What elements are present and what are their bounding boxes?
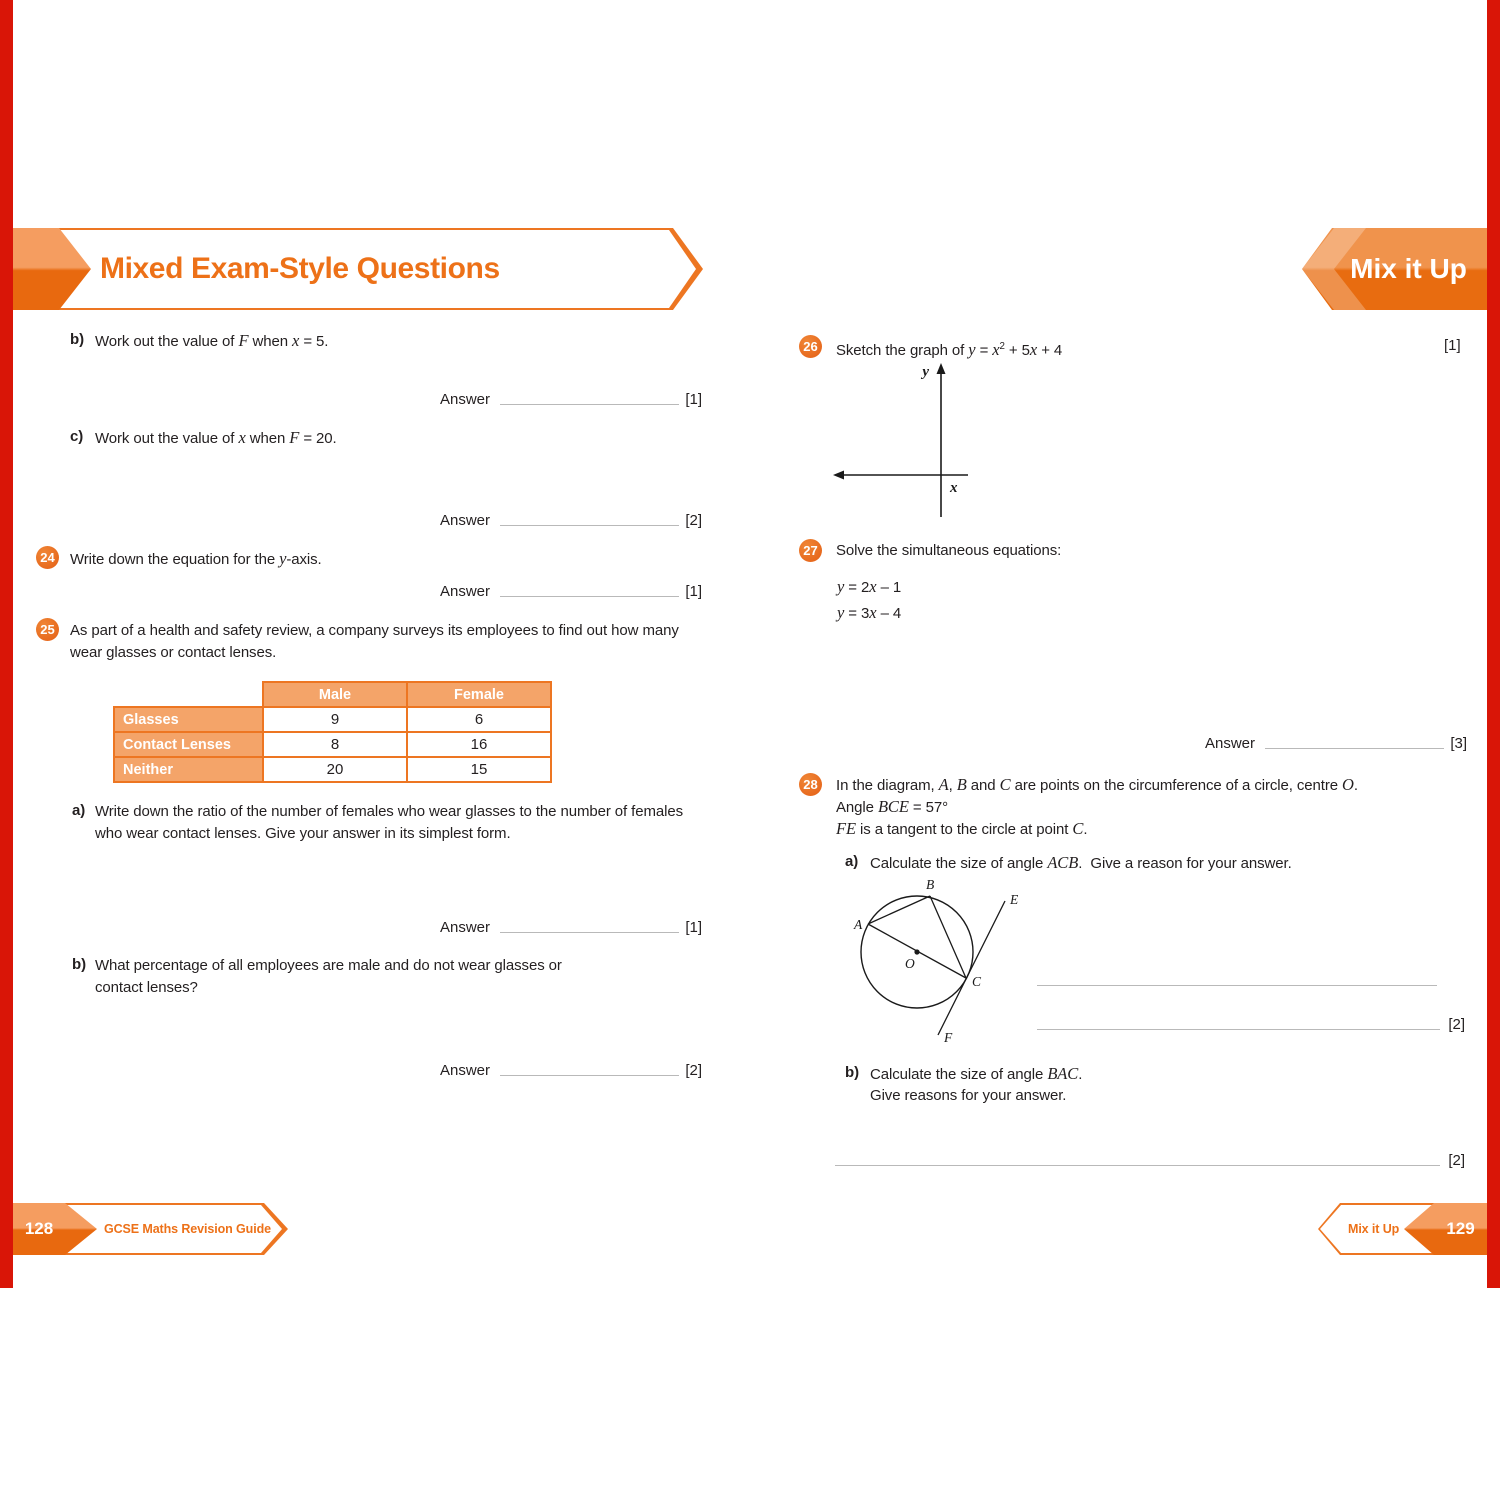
page-number-right: 129 xyxy=(1446,1219,1475,1238)
point-label-E: E xyxy=(1010,892,1019,907)
y-axis-label: y xyxy=(922,364,929,380)
question-number-badge: 26 xyxy=(799,335,822,358)
answer-row xyxy=(440,1057,702,1079)
table-row-header: Glasses xyxy=(114,707,263,732)
question-text: contact lenses? xyxy=(95,979,198,996)
answer-line xyxy=(1037,967,1437,986)
table-col-header: Female xyxy=(407,682,551,707)
table-row xyxy=(114,757,551,782)
red-page-edge-left xyxy=(0,0,13,1288)
page-number-left: 128 xyxy=(24,1219,54,1238)
answer-label: Answer xyxy=(440,919,491,936)
mark: [1] xyxy=(685,391,702,408)
table-row-header: Contact Lenses xyxy=(114,732,263,757)
question-text: Calculate the size of angle ACB. Give a reason for your answer. xyxy=(870,853,1292,872)
circle-diagram xyxy=(840,878,1025,1046)
mark: [2] xyxy=(685,512,702,529)
question-number-badge: 24 xyxy=(36,546,59,569)
answer-line xyxy=(500,596,679,597)
question-text: In the diagram, A, B and C are points on the circumference of a circle, centre O. xyxy=(836,775,1358,794)
y-axis-arrow xyxy=(937,363,946,374)
mark: [1] xyxy=(685,583,702,600)
question-text: Solve the simultaneous equations: xyxy=(836,542,1062,559)
question-text: Work out the value of F when x = 5. xyxy=(95,331,329,350)
answer-line xyxy=(500,932,679,933)
point-label-B: B xyxy=(926,878,935,892)
axes-diagram xyxy=(830,360,975,520)
table-cell: 6 xyxy=(407,707,551,732)
answer-label: Answer xyxy=(440,512,491,529)
question-text: Angle BCE = 57° xyxy=(836,797,948,816)
sub-question-label: b) xyxy=(845,1064,859,1081)
question-text: wear glasses or contact lenses. xyxy=(70,644,277,661)
answer-line xyxy=(500,525,679,526)
table-cell: 16 xyxy=(407,732,551,757)
table-blank-cell xyxy=(114,682,263,707)
answer-row xyxy=(440,914,702,936)
mark: [2] xyxy=(1448,1016,1465,1033)
mark: [2] xyxy=(1448,1152,1465,1169)
point-label-A: A xyxy=(854,917,863,932)
sub-question-label: b) xyxy=(72,956,86,973)
table-cell: 20 xyxy=(263,757,407,782)
point-label-O: O xyxy=(905,956,915,971)
table-row-header: Neither xyxy=(114,757,263,782)
question-text: Calculate the size of angle BAC. xyxy=(870,1064,1083,1083)
answer-row xyxy=(440,578,702,600)
table-row xyxy=(114,707,551,732)
mark: [1] xyxy=(1444,337,1461,354)
answer-row xyxy=(1205,730,1467,752)
question-text: As part of a health and safety review, a company surveys its employees to find out how many xyxy=(70,622,679,639)
mark: [3] xyxy=(1450,735,1467,752)
answer-label: Answer xyxy=(440,391,491,408)
table-cell: 8 xyxy=(263,732,407,757)
question-text: Write down the ratio of the number of females who wear glasses to the number of females xyxy=(95,803,683,820)
sub-question-label: b) xyxy=(70,331,84,348)
mark: [1] xyxy=(685,919,702,936)
answer-line xyxy=(835,1165,1440,1166)
question-text: Write down the equation for the y-axis. xyxy=(70,549,322,568)
point-label-F: F xyxy=(944,1030,953,1045)
page-title: Mixed Exam-Style Questions xyxy=(100,252,500,285)
answer-line xyxy=(500,404,679,405)
sub-question-label: c) xyxy=(70,428,84,445)
point-label-C: C xyxy=(972,974,982,989)
equation: y = 3x – 4 xyxy=(837,603,902,622)
question-text: Work out the value of x when F = 20. xyxy=(95,428,337,447)
table-cell: 9 xyxy=(263,707,407,732)
question-number-badge: 27 xyxy=(799,539,822,562)
answer-label: Answer xyxy=(440,583,491,600)
mark: [2] xyxy=(685,1062,702,1079)
section-label: Mix it Up xyxy=(1348,1222,1400,1236)
question-text: FE is a tangent to the circle at point C. xyxy=(836,819,1088,838)
table-row xyxy=(114,732,551,757)
question-number-badge: 28 xyxy=(799,773,822,796)
red-page-edge-right xyxy=(1487,0,1500,1288)
answer-line xyxy=(1037,1029,1440,1030)
table-col-header: Male xyxy=(263,682,407,707)
question-text: Sketch the graph of $y = x^2 + 5x + 4$ xyxy=(836,340,1063,359)
sub-question-label: a) xyxy=(845,853,859,870)
survey-table xyxy=(113,681,552,783)
equation: y = 2x – 1 xyxy=(837,577,902,596)
answer-label: Answer xyxy=(1205,735,1256,752)
answer-row xyxy=(835,1147,1465,1169)
answer-row xyxy=(440,507,702,529)
x-axis-label: x xyxy=(950,480,958,496)
answer-row xyxy=(1037,1011,1465,1033)
question-number-badge: 25 xyxy=(36,618,59,641)
book-title: GCSE Maths Revision Guide xyxy=(104,1222,271,1236)
answer-row xyxy=(440,386,702,408)
section-title: Mix it Up xyxy=(1350,253,1467,284)
table-cell: 15 xyxy=(407,757,551,782)
x-axis-arrow xyxy=(833,471,844,480)
question-text: Give reasons for your answer. xyxy=(870,1087,1067,1104)
answer-line xyxy=(1265,748,1444,749)
sub-question-label: a) xyxy=(72,802,86,819)
answer-line xyxy=(500,1075,679,1076)
answer-label: Answer xyxy=(440,1062,491,1079)
question-text: who wear contact lenses. Give your answer in its simplest form. xyxy=(95,825,511,842)
question-text: What percentage of all employees are male and do not wear glasses or xyxy=(95,957,562,974)
